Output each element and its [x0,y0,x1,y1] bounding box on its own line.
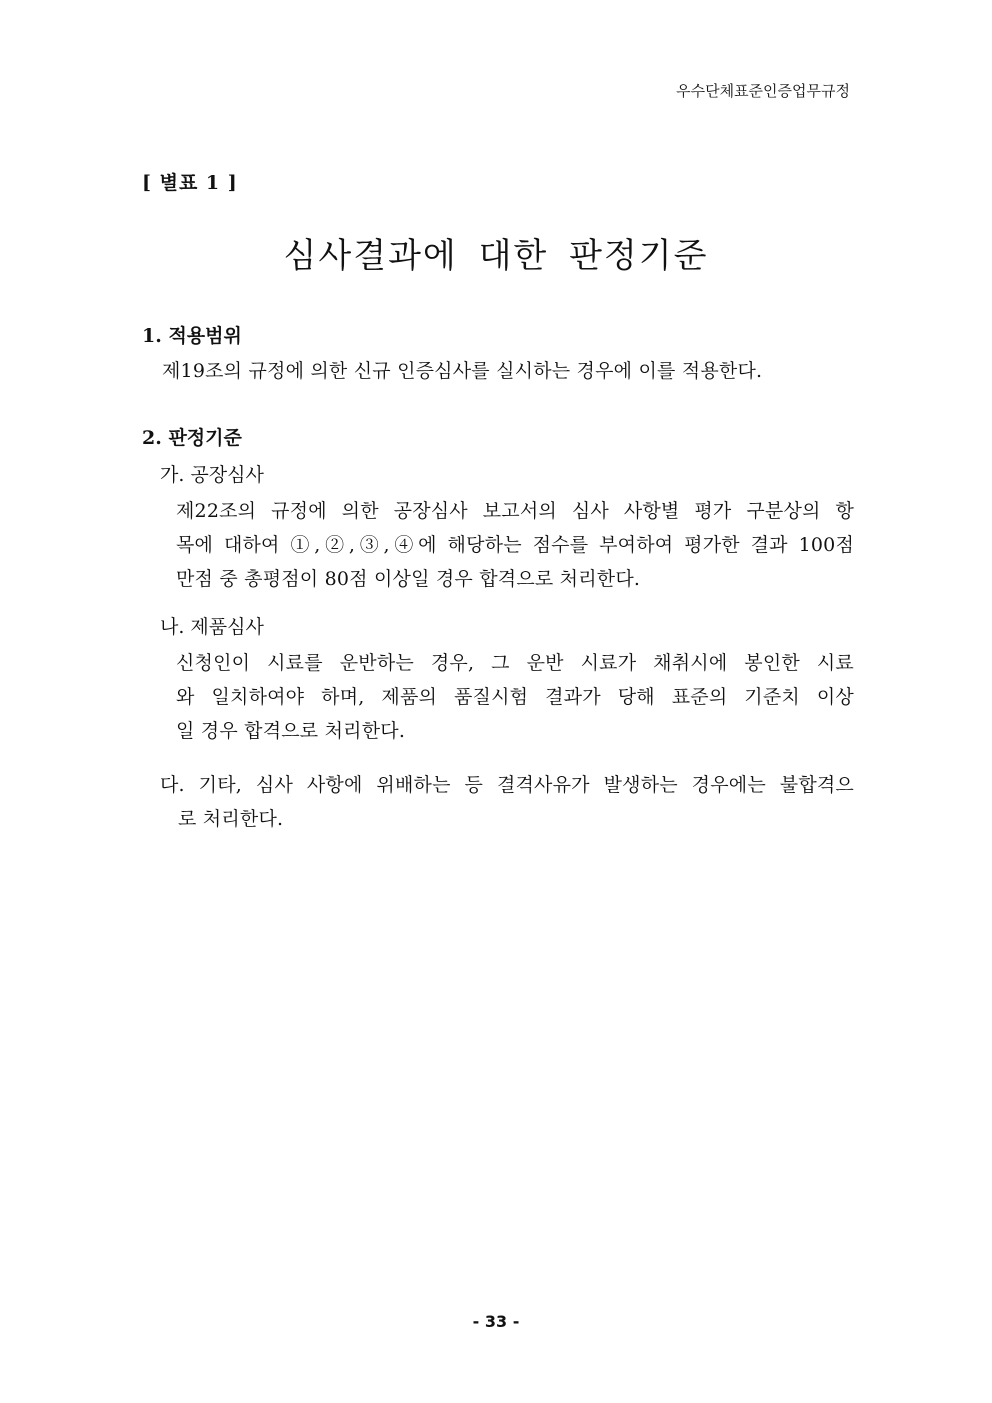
paragraph-line: 신청인이 시료를 운반하는 경우, 그 운반 시료가 채취시에 봉인한 시료 [176,652,854,674]
paragraph-line: 일 경우 합격으로 처리한다. [176,720,406,742]
subsection-heading-factory-audit: 가. 공장심사 [160,464,264,486]
page-title: 심사결과에 대한 판정기준 [283,236,709,276]
section-heading-scope: 1. 적용범위 [142,325,242,347]
section-heading-criteria: 2. 판정기준 [142,427,242,449]
paragraph-line: 로 처리한다. [178,808,284,830]
paragraph-line: 다. 기타, 심사 사항에 위배하는 등 결격사유가 발생하는 경우에는 불합격으 [160,774,854,796]
appendix-label: [ 별표 1 ] [142,172,238,194]
section-scope-text: 제19조의 규정에 의한 신규 인증심사를 실시하는 경우에 이를 적용한다. [162,360,763,382]
page-number: - 33 - [472,1312,520,1331]
section-scope [142,322,854,388]
document-header-title: 우수단체표준인증업무규정 [676,82,850,100]
paragraph-line: 목에 대하여 ①,②,③,④에 해당하는 점수를 부여하여 평가한 결과 100점 [176,534,854,556]
subsection-body-factory-audit [142,494,854,596]
paragraph-line: 만점 중 총평점이 80점 이상일 경우 합격으로 처리한다. [176,568,641,590]
section-criteria [142,424,854,836]
subsection-other [142,768,854,836]
paragraph-line: 와 일치하여야 하며, 제품의 품질시험 결과가 당해 표준의 기준치 이상 [176,686,854,708]
paragraph-line: 제22조의 규정에 의한 공장심사 보고서의 심사 사항별 평가 구분상의 항 [176,500,854,522]
subsection-body-product-audit [142,646,854,748]
subsection-heading-product-audit: 나. 제품심사 [160,616,264,638]
